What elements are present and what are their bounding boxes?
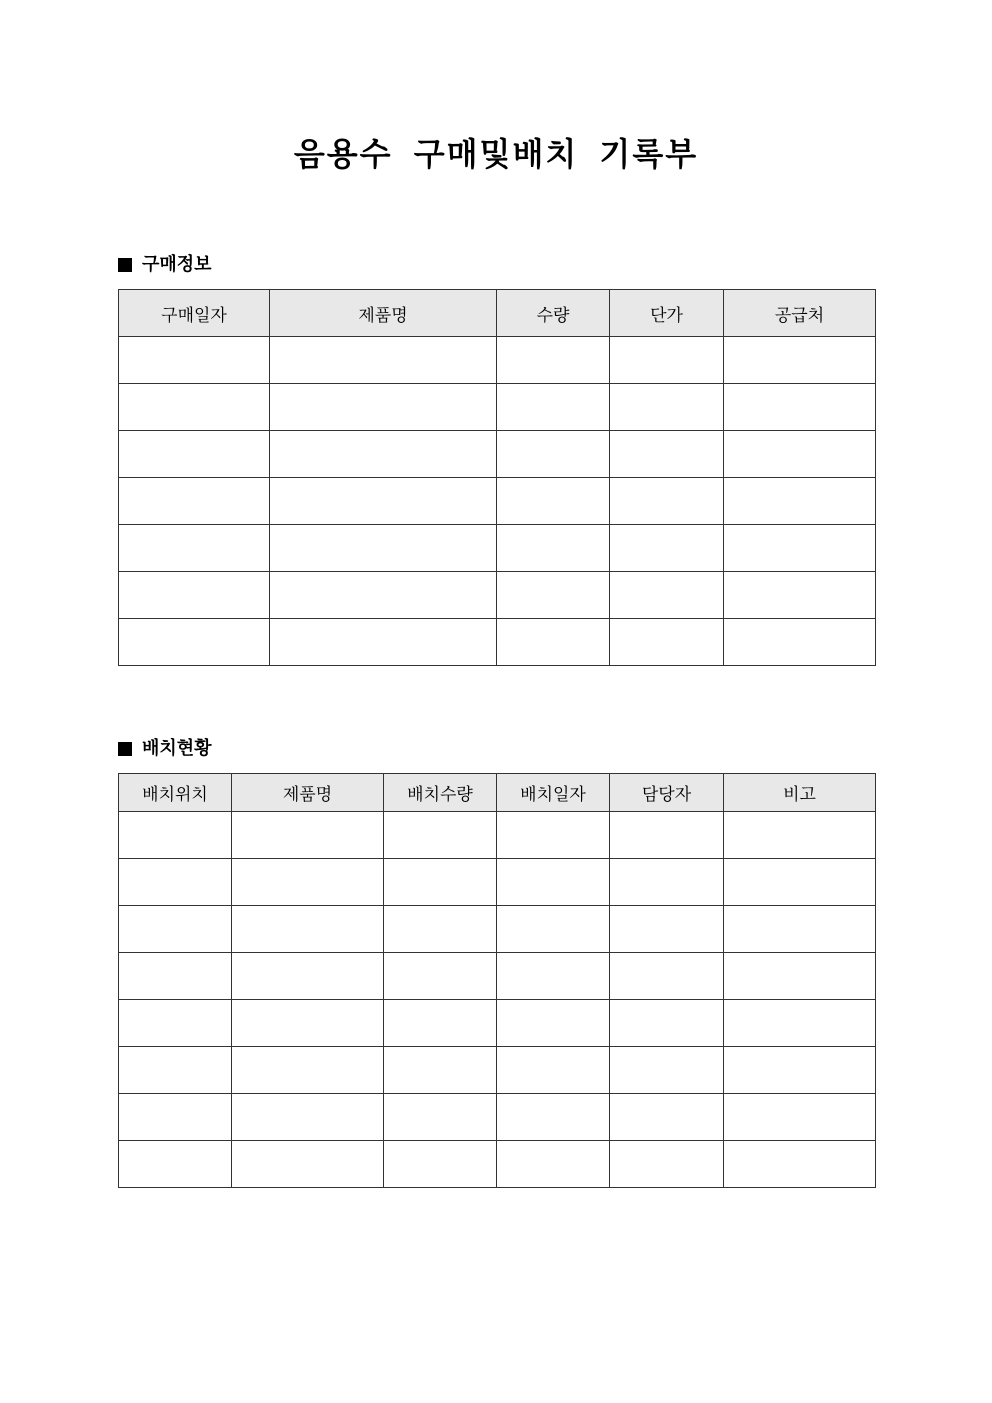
purchase-table-cell[interactable] bbox=[610, 337, 724, 384]
placement-table-row bbox=[119, 859, 876, 906]
purchase-table-cell[interactable] bbox=[610, 431, 724, 478]
purchase-table-cell[interactable] bbox=[270, 525, 497, 572]
purchase-table-cell[interactable] bbox=[119, 572, 270, 619]
placement-header-row bbox=[119, 774, 876, 812]
placement-table-cell[interactable] bbox=[610, 1141, 724, 1188]
placement-table-cell[interactable] bbox=[497, 812, 610, 859]
purchase-table-cell[interactable] bbox=[610, 619, 724, 666]
placement-table-cell[interactable] bbox=[610, 1094, 724, 1141]
purchase-table-row bbox=[119, 431, 876, 478]
placement-section-heading bbox=[118, 737, 212, 761]
placement-table-cell[interactable] bbox=[232, 1141, 384, 1188]
placement-section-label: 배치현황 bbox=[142, 738, 212, 759]
placement-table-row bbox=[119, 1094, 876, 1141]
placement-table-cell[interactable] bbox=[119, 1000, 232, 1047]
purchase-table-cell[interactable] bbox=[497, 337, 610, 384]
placement-table-cell[interactable] bbox=[610, 953, 724, 1000]
placement-table-cell[interactable] bbox=[497, 906, 610, 953]
placement-table bbox=[118, 773, 876, 1188]
placement-table-row bbox=[119, 1047, 876, 1094]
purchase-table-cell[interactable] bbox=[270, 572, 497, 619]
column-header-supplier: 공급처 bbox=[724, 290, 876, 337]
purchase-table-cell[interactable] bbox=[270, 478, 497, 525]
purchase-table-row bbox=[119, 384, 876, 431]
purchase-table-row bbox=[119, 478, 876, 525]
purchase-table-cell[interactable] bbox=[119, 525, 270, 572]
purchase-table bbox=[118, 289, 876, 666]
placement-table-cell[interactable] bbox=[724, 1094, 876, 1141]
purchase-table-cell[interactable] bbox=[724, 525, 876, 572]
placement-table-row bbox=[119, 953, 876, 1000]
placement-table-cell[interactable] bbox=[232, 953, 384, 1000]
placement-table-cell[interactable] bbox=[724, 859, 876, 906]
purchase-table-cell[interactable] bbox=[724, 572, 876, 619]
placement-table-cell[interactable] bbox=[119, 906, 232, 953]
placement-table-cell[interactable] bbox=[724, 1047, 876, 1094]
placement-table-cell[interactable] bbox=[497, 1094, 610, 1141]
purchase-table-cell[interactable] bbox=[497, 572, 610, 619]
placement-table-cell[interactable] bbox=[384, 1000, 497, 1047]
placement-table-cell[interactable] bbox=[232, 1000, 384, 1047]
square-bullet-icon bbox=[118, 742, 132, 756]
placement-table-cell[interactable] bbox=[497, 953, 610, 1000]
placement-table-cell[interactable] bbox=[724, 906, 876, 953]
purchase-table-cell[interactable] bbox=[497, 384, 610, 431]
purchase-table-row bbox=[119, 619, 876, 666]
placement-table-cell[interactable] bbox=[497, 1141, 610, 1188]
placement-table-cell[interactable] bbox=[384, 1094, 497, 1141]
purchase-table-cell[interactable] bbox=[724, 619, 876, 666]
page-title: 음용수 구매및배치 기록부 bbox=[293, 135, 699, 173]
purchase-table-cell[interactable] bbox=[724, 478, 876, 525]
purchase-table-cell[interactable] bbox=[497, 431, 610, 478]
purchase-table-cell[interactable] bbox=[610, 384, 724, 431]
placement-table-cell[interactable] bbox=[497, 1047, 610, 1094]
purchase-table-cell[interactable] bbox=[119, 384, 270, 431]
placement-table-cell[interactable] bbox=[724, 953, 876, 1000]
purchase-table-cell[interactable] bbox=[270, 337, 497, 384]
placement-table-cell[interactable] bbox=[610, 859, 724, 906]
placement-table-cell[interactable] bbox=[724, 812, 876, 859]
purchase-table-cell[interactable] bbox=[724, 384, 876, 431]
purchase-table-cell[interactable] bbox=[119, 431, 270, 478]
purchase-table-cell[interactable] bbox=[724, 337, 876, 384]
purchase-table-row bbox=[119, 337, 876, 384]
placement-table-cell[interactable] bbox=[610, 1047, 724, 1094]
purchase-table-cell[interactable] bbox=[119, 337, 270, 384]
placement-table-cell[interactable] bbox=[119, 812, 232, 859]
purchase-table-cell[interactable] bbox=[119, 619, 270, 666]
column-header-product-name: 제품명 bbox=[270, 290, 497, 337]
purchase-table-cell[interactable] bbox=[724, 431, 876, 478]
placement-table-row bbox=[119, 1000, 876, 1047]
purchase-table-row bbox=[119, 572, 876, 619]
placement-table-cell[interactable] bbox=[724, 1000, 876, 1047]
column-header-quantity: 수량 bbox=[497, 290, 610, 337]
column-header-person-in-charge: 담당자 bbox=[610, 774, 724, 812]
placement-table-cell[interactable] bbox=[119, 1047, 232, 1094]
purchase-table-cell[interactable] bbox=[497, 478, 610, 525]
placement-table-cell[interactable] bbox=[232, 1047, 384, 1094]
column-header-placement-quantity: 배치수량 bbox=[384, 774, 497, 812]
purchase-table-cell[interactable] bbox=[270, 619, 497, 666]
column-header-product-name: 제품명 bbox=[232, 774, 384, 812]
column-header-unit-price: 단가 bbox=[610, 290, 724, 337]
purchase-table-cell[interactable] bbox=[610, 572, 724, 619]
placement-table-row bbox=[119, 906, 876, 953]
column-header-purchase-date: 구매일자 bbox=[119, 290, 270, 337]
placement-table-cell[interactable] bbox=[384, 906, 497, 953]
placement-table-cell[interactable] bbox=[384, 812, 497, 859]
placement-table-cell[interactable] bbox=[119, 1094, 232, 1141]
placement-table-row bbox=[119, 812, 876, 859]
purchase-section-heading bbox=[118, 253, 212, 277]
placement-table-cell[interactable] bbox=[384, 1141, 497, 1188]
placement-table-cell[interactable] bbox=[724, 1141, 876, 1188]
purchase-table-cell[interactable] bbox=[270, 431, 497, 478]
placement-table-cell[interactable] bbox=[232, 906, 384, 953]
placement-table-cell[interactable] bbox=[232, 812, 384, 859]
purchase-table-cell[interactable] bbox=[610, 478, 724, 525]
purchase-table-row bbox=[119, 525, 876, 572]
purchase-section-label: 구매정보 bbox=[142, 254, 212, 275]
purchase-table-cell[interactable] bbox=[610, 525, 724, 572]
placement-table-cell[interactable] bbox=[610, 1000, 724, 1047]
purchase-table-cell[interactable] bbox=[497, 525, 610, 572]
placement-table-cell[interactable] bbox=[497, 859, 610, 906]
column-header-placement-location: 배치위치 bbox=[119, 774, 232, 812]
placement-table-cell[interactable] bbox=[119, 859, 232, 906]
placement-table-cell[interactable] bbox=[610, 906, 724, 953]
column-header-placement-date: 배치일자 bbox=[497, 774, 610, 812]
placement-table-cell[interactable] bbox=[384, 859, 497, 906]
placement-table-cell[interactable] bbox=[384, 1047, 497, 1094]
purchase-table-cell[interactable] bbox=[270, 384, 497, 431]
placement-table-cell[interactable] bbox=[232, 1094, 384, 1141]
placement-table-cell[interactable] bbox=[384, 953, 497, 1000]
purchase-table-cell[interactable] bbox=[497, 619, 610, 666]
purchase-header-row bbox=[119, 290, 876, 337]
placement-table-cell[interactable] bbox=[232, 859, 384, 906]
column-header-remarks: 비고 bbox=[724, 774, 876, 812]
placement-table-cell[interactable] bbox=[610, 812, 724, 859]
placement-table-cell[interactable] bbox=[119, 1141, 232, 1188]
placement-table-row bbox=[119, 1141, 876, 1188]
square-bullet-icon bbox=[118, 258, 132, 272]
placement-table-cell[interactable] bbox=[119, 953, 232, 1000]
placement-table-cell[interactable] bbox=[497, 1000, 610, 1047]
purchase-table-cell[interactable] bbox=[119, 478, 270, 525]
